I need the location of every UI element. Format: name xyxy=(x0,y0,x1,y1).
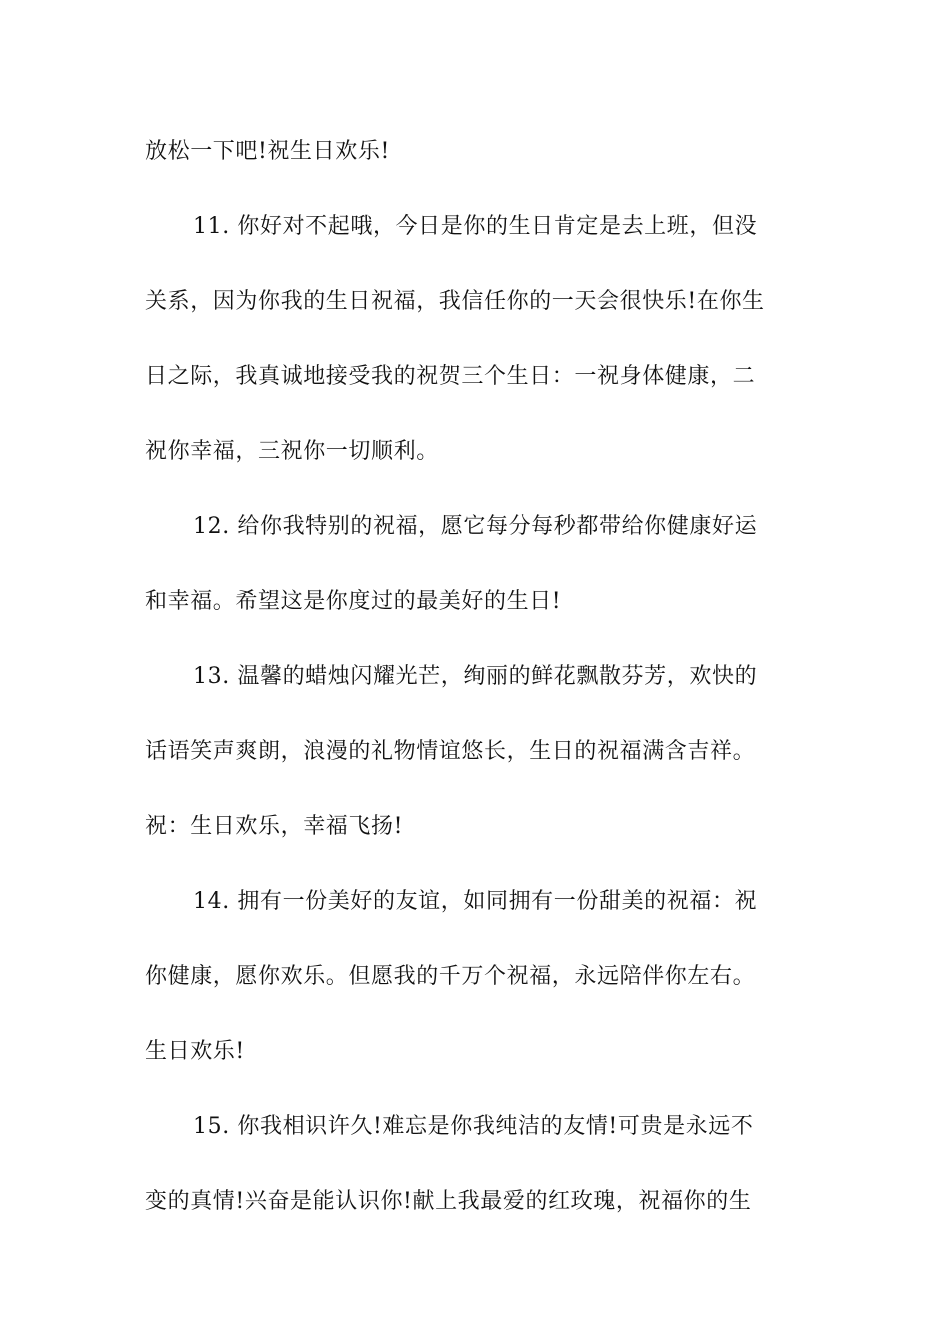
text-line: 话语笑声爽朗，浪漫的礼物情谊悠长，生日的祝福满含吉祥。 xyxy=(145,739,756,764)
text-line: 关系，因为你我的生日祝福，我信任你的一天会很快乐!在你生 xyxy=(145,289,765,314)
list-item-13-line-1: 13. 温馨的蜡烛闪耀光芒，绚丽的鲜花飘散芬芳，欢快的 xyxy=(193,664,758,689)
text-line: 祝你幸福，三祝你一切顺利。 xyxy=(145,439,439,464)
text-line: 生日欢乐! xyxy=(145,1039,245,1064)
list-item-12-line-1: 12. 给你我特别的祝福，愿它每分每秒都带给你健康好运 xyxy=(193,514,758,539)
text-line: 日之际，我真诚地接受我的祝贺三个生日：一祝身体健康，二 xyxy=(145,364,756,389)
text-line: 祝：生日欢乐，幸福飞扬! xyxy=(145,814,404,839)
text-line: 变的真情!兴奋是能认识你!献上我最爱的红玫瑰，祝福你的生 xyxy=(145,1189,752,1214)
text-line: 放松一下吧!祝生日欢乐! xyxy=(145,139,390,164)
text-line: 和幸福。希望这是你度过的最美好的生日! xyxy=(145,589,562,614)
list-item-15-line-1: 15. 你我相识许久!难忘是你我纯洁的友情!可贵是永远不 xyxy=(193,1114,754,1139)
list-item-11-line-1: 11. 你好对不起哦，今日是你的生日肯定是去上班，但没 xyxy=(193,214,758,239)
list-item-14-line-1: 14. 拥有一份美好的友谊，如同拥有一份甜美的祝福：祝 xyxy=(193,889,758,914)
text-line: 你健康，愿你欢乐。但愿我的千万个祝福，永远陪伴你左右。 xyxy=(145,964,756,989)
